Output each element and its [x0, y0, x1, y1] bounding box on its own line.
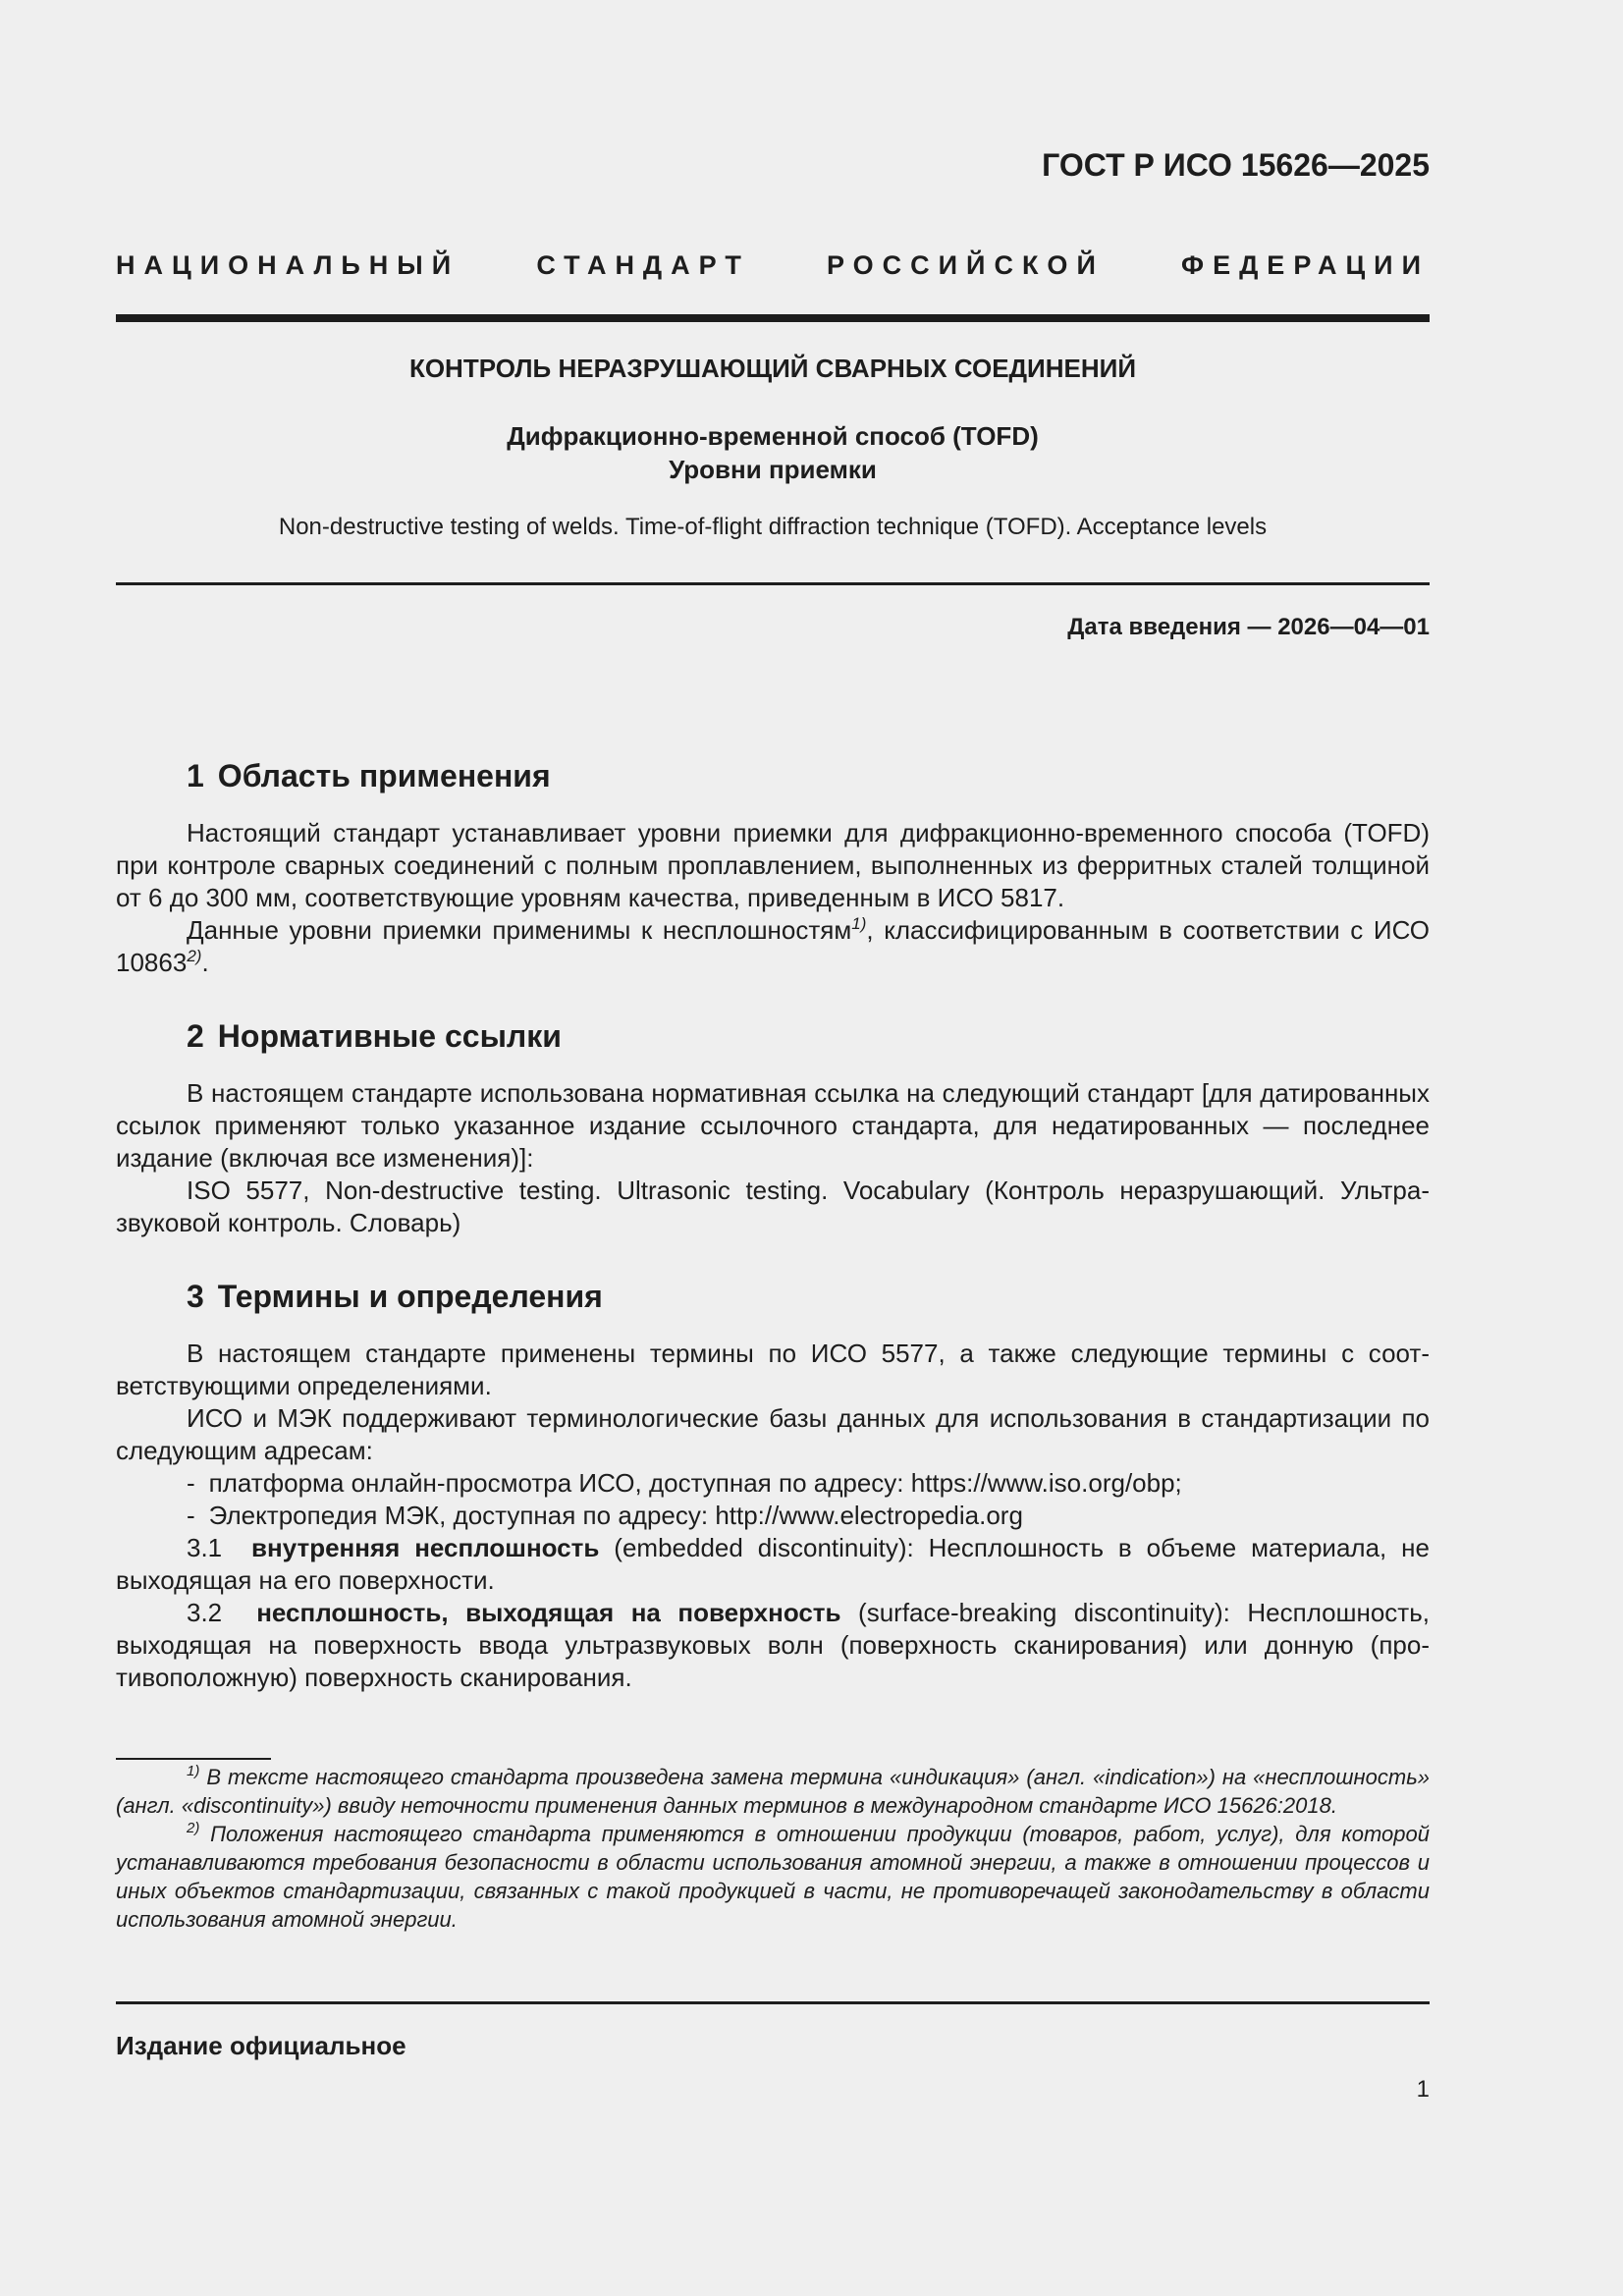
- section-1-number: 1: [187, 758, 204, 793]
- footnote-text: В тексте настоящего стандарта произведена замена термина «индикация» (англ. «indication») на «несплошность» (англ. «discontinuity») ввиду неточности применения данных терминов в международном стандарте ИСО 15626:2018.: [116, 1765, 1430, 1818]
- document-title: КОНТРОЛЬ НЕРАЗРУШАЮЩИЙ СВАРНЫХ СОЕДИНЕНИЙ: [408, 354, 1137, 383]
- footnotes: [116, 1763, 1430, 1934]
- footnote-text: Положения настоящего стандарта применяются в отношении продукции (товаров, работ, услуг), для которой устанавливаются требования безопасности в области использования атомной энергии, а также в отношении процессов и иных объектов стандартизации, связанных с такой продукцией в части, не противоречащей законодательству в области использования атомной энергии.: [116, 1822, 1430, 1932]
- footer-divider: [116, 2001, 1430, 2004]
- section-2-number: 2: [187, 1018, 204, 1054]
- section-3-paragraph-2: ИСО и МЭК поддерживают терминологические базы данных для использования в стандартизации по следующим адресам:: [116, 1403, 1430, 1465]
- section-3-paragraph-1: В настоящем стандарте применены термины по ИСО 5577, а также следующие термины с соответствующими определениями.: [116, 1339, 1430, 1400]
- bullet-marker: -: [187, 1468, 195, 1498]
- document-number: ГОСТ Р ИСО 15626—2025: [1042, 147, 1430, 183]
- paragraph-text: Данные уровни приемки применимы к несплошностям: [187, 915, 852, 945]
- list-item: [116, 1500, 1430, 1532]
- footnote-marker: 1): [187, 1763, 200, 1779]
- term-number: 3.2: [187, 1598, 223, 1627]
- section-3-number: 3: [187, 1279, 204, 1314]
- list-item: [116, 1467, 1430, 1500]
- section-1-paragraph-2: [116, 914, 1430, 979]
- paragraph-text: , классифицированным в соответствии с ИСО 10863: [116, 915, 1430, 977]
- page-number: 1: [1416, 2076, 1430, 2103]
- term-definition: (surface-breaking discontinuity): Несплошность, выходящая на поверхность ввода ультразвуковых волн (поверхность сканирования) или донную (противоположную) поверхность сканирования.: [116, 1598, 1430, 1692]
- list-item-text: платформа онлайн-просмотра ИСО, доступная по адресу: https://www.iso.org/obp;: [208, 1468, 1182, 1498]
- national-standard-heading: НАЦИОНАЛЬНЫЙ СТАНДАРТ РОССИЙСКОЙ ФЕДЕРАЦИИ: [116, 250, 1430, 280]
- list-item-text: Электропедия МЭК, доступная по адресу: http://www.electropedia.org: [208, 1501, 1023, 1530]
- term-3-2: [116, 1597, 1430, 1694]
- footnote-1: [116, 1763, 1430, 1820]
- section-3-title: Термины и определения: [217, 1279, 603, 1314]
- section-2-reference: ISO 5577, Non-destructive testing. Ultrasonic testing. Vocabulary (Контроль неразрушающий. Ультразвуковой контроль. Словарь): [116, 1175, 1430, 1237]
- introduction-date: Дата введения — 2026—04—01: [1067, 614, 1430, 640]
- footnote-separator: [116, 1758, 271, 1760]
- official-edition-label: Издание официальное: [116, 2031, 406, 2060]
- section-2-title: Нормативные ссылки: [217, 1018, 562, 1054]
- section-1-title: Область применения: [217, 758, 551, 793]
- section-1-paragraph-1: Настоящий стандарт устанавливает уровни приемки для дифракционно-временного способа (TOFD) при контроле сварных соединений с полным проплавлением, выполненных из ферритных сталей толщиной от 6 до 300 мм, соответствующие уровням качества, приведенным в ИСО 5817.: [116, 818, 1430, 912]
- footnote-ref-1[interactable]: 1): [851, 914, 867, 933]
- document-body: [116, 756, 1430, 1694]
- section-1-heading: [116, 756, 1430, 795]
- footnote-2: [116, 1820, 1430, 1934]
- document-subtitle: [116, 419, 1430, 486]
- section-2-paragraph-1: В настоящем стандарте использована нормативная ссылка на следующий стандарт [для датированных ссылок применяют только указанное издание ссылочного стандарта, для недатированных — последнее издание (включая все изменения)]:: [116, 1078, 1430, 1173]
- term-3-1: [116, 1532, 1430, 1597]
- term-number: 3.1: [187, 1533, 223, 1562]
- english-title: Non-destructive testing of welds. Time-of-flight diffraction technique (TOFD). Acceptance levels: [278, 514, 1268, 540]
- subtitle-line-2: Уровни приемки: [669, 455, 877, 484]
- subtitle-line-1: Дифракционно-временной способ (TOFD): [507, 421, 1039, 451]
- term-name: несплошность, выходящая на поверхность: [256, 1598, 841, 1627]
- footnote-ref-2[interactable]: 2): [187, 947, 202, 965]
- paragraph-text: .: [201, 948, 209, 977]
- term-name: внутренняя несплошность: [251, 1533, 600, 1562]
- section-2-heading: [116, 1016, 1430, 1056]
- title-divider: [116, 582, 1430, 585]
- header-divider: [116, 314, 1430, 322]
- section-3-heading: [116, 1277, 1430, 1316]
- bullet-marker: -: [187, 1501, 195, 1530]
- document-page: [116, 0, 1430, 2296]
- term-definition: (embedded discontinuity): Несплошность в объеме материала, не выходящая на его поверхности.: [116, 1533, 1431, 1595]
- footnote-marker: 2): [187, 1820, 200, 1836]
